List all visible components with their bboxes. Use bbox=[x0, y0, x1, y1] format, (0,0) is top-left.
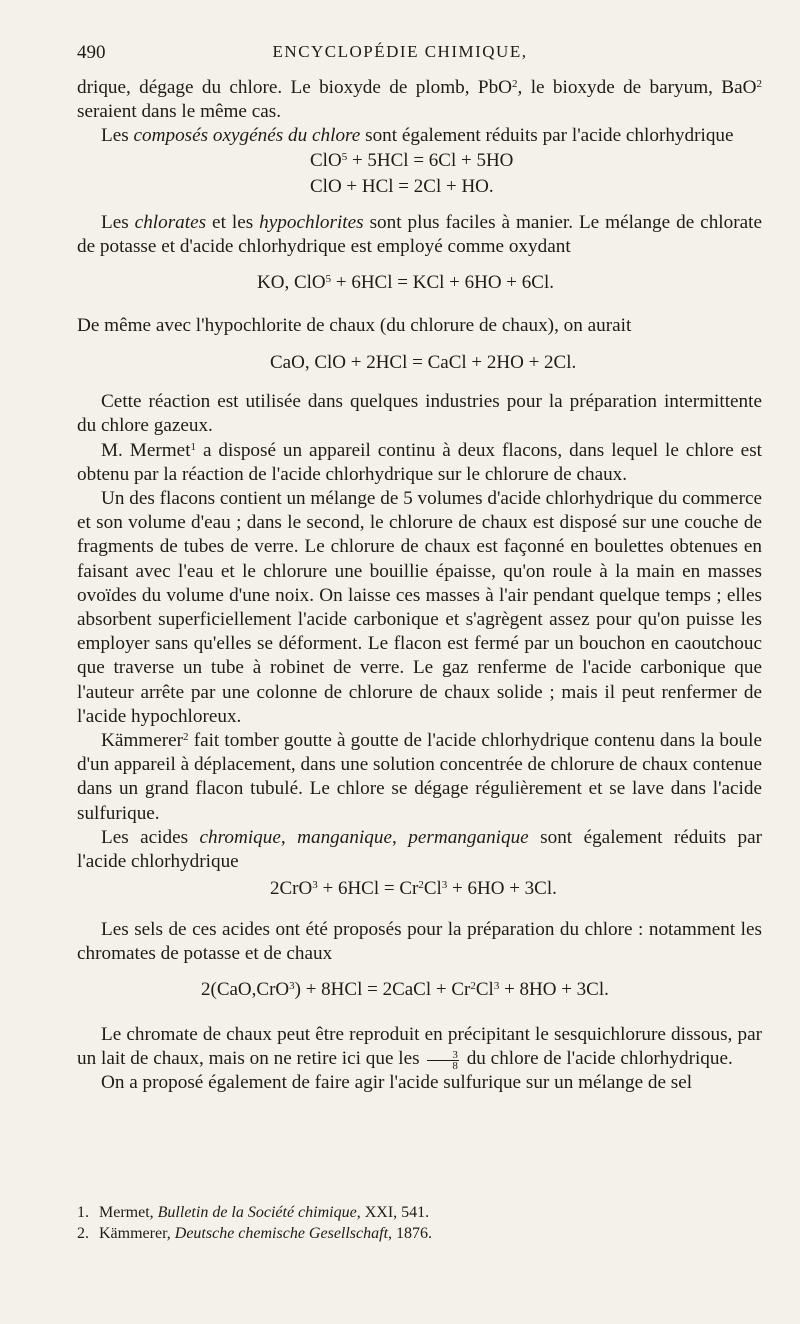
page-number: 490 bbox=[77, 42, 106, 63]
footnotes bbox=[77, 1202, 762, 1244]
paragraph-3: Les chlorates et les hypochlorites sont plus faciles à manier. Le mélange de chlorate de potasse et d'acide chlorhydrique est employé comme oxydant bbox=[77, 211, 762, 257]
running-title: ENCYCLOPÉDIE CHIMIQUE, bbox=[272, 42, 528, 61]
paragraph-10: Les sels de ces acides ont été proposés pour la préparation du chlore : notamment les chromates de potasse et de chaux bbox=[77, 919, 762, 965]
equation-3: CaO, ClO + 2HCl = CaCl + 2HO + 2Cl. bbox=[270, 352, 577, 374]
paragraph-12: On a proposé également de faire agir l'acide sulfurique sur un mélange de sel bbox=[101, 1072, 693, 1094]
paragraph-11: Le chromate de chaux peut être reproduit en précipitant le sesquichlorure dissous, par un lait de chaux, mais on ne retire ici que les $\frac{3}{8}$ du chlore de l'acide chlorhydrique. bbox=[77, 1023, 762, 1072]
equation-1-line-1: ClO$^5$ + 5HCl = 6Cl + 5HO bbox=[310, 149, 514, 171]
equation-2: KO, ClO$^5$ + 6HCl = KCl + 6HO + 6Cl. bbox=[257, 272, 554, 294]
footnote-2: 2. Kämmerer, Deutsche chemische Gesellschaft, 1876. bbox=[77, 1225, 433, 1242]
equation-1-line-2: ClO + HCl = 2Cl + HO. bbox=[310, 175, 494, 197]
footnote-1: 1. Mermet, Bulletin de la Société chimique, XXI, 541. bbox=[77, 1204, 430, 1221]
paragraph-6: M. Mermet$^1$ a disposé un appareil continu à deux flacons, dans lequel le chlore est obtenu par la réaction de l'acide chlorhydrique sur le chlorure de chaux. bbox=[77, 439, 763, 485]
fraction-three-eighths: $\frac{3}{8}$ bbox=[427, 1050, 459, 1071]
paragraph-4: De même avec l'hypochlorite de chaux (du chlorure de chaux), on aurait bbox=[77, 315, 632, 337]
paragraph-2: Les composés oxygénés du chlore sont également réduits par l'acide chlorhydrique bbox=[101, 125, 734, 147]
equation-1 bbox=[77, 149, 762, 203]
equation-4: $2CrO^3 + 6HCl = Cr^2Cl^3 + 6HO + 3Cl$. bbox=[270, 878, 557, 900]
paragraph-1: drique, dégage du chlore. Le bioxyde de plomb, PbO$^2$, le bioxyde de baryum, BaO$^2$ seraient dans le même cas. bbox=[77, 77, 762, 123]
paragraph-5: Cette réaction est utilisée dans quelques industries pour la préparation intermittente du chlore gazeux. bbox=[77, 391, 762, 437]
equation-5: 2(CaO,CrO$^3$) + 8HCl = 2CaCl + $Cr^2Cl^3 + 8HO + 3Cl$. bbox=[201, 978, 609, 1000]
paragraph-8: Kämmerer$^2$ fait tomber goutte à goutte de l'acide chlorhydrique contenu dans la boule d'un appareil à déplacement, dans une solution concentrée de chlorure de chaux contenue dans un grand flacon tubulé. Le chlore se dégage régulièrement et se lave dans l'acide sulfurique. bbox=[77, 730, 762, 824]
paragraph-9: Les acides chromique, manganique, permanganique sont également réduits par l'acide chlorhydrique bbox=[77, 826, 763, 873]
page-header bbox=[0, 36, 800, 66]
body-text bbox=[77, 76, 762, 1095]
paragraph-7: Un des flacons contient un mélange de 5 volumes d'acide chlorhydrique du commerce et son volume d'eau ; dans le second, le chlorure de chaux est disposé sur une couche de fragments de tubes de verre. Le chlorure de chaux est façonné en boulettes obtenues en faisant avec l'eau et le chlorure une bouillie épaisse, qu'on roule à la main en masses ovoïdes du volume d'une noix. On laisse ces masses à l'air pendant quelque temps ; elles absorbent superficiellement l'acide carbonique et s'agrègent assez pour qu'on puisse les employer sans qu'elles se déforment. Le flacon est fermé par un bouchon en caoutchouc que traverse un tube à robinet de verre. Le gaz renferme de l'acide carbonique que l'auteur arrête par une colonne de chlorure de chaux solide ; mais il peut renfermer de l'acide hypochloreux. bbox=[77, 488, 762, 727]
